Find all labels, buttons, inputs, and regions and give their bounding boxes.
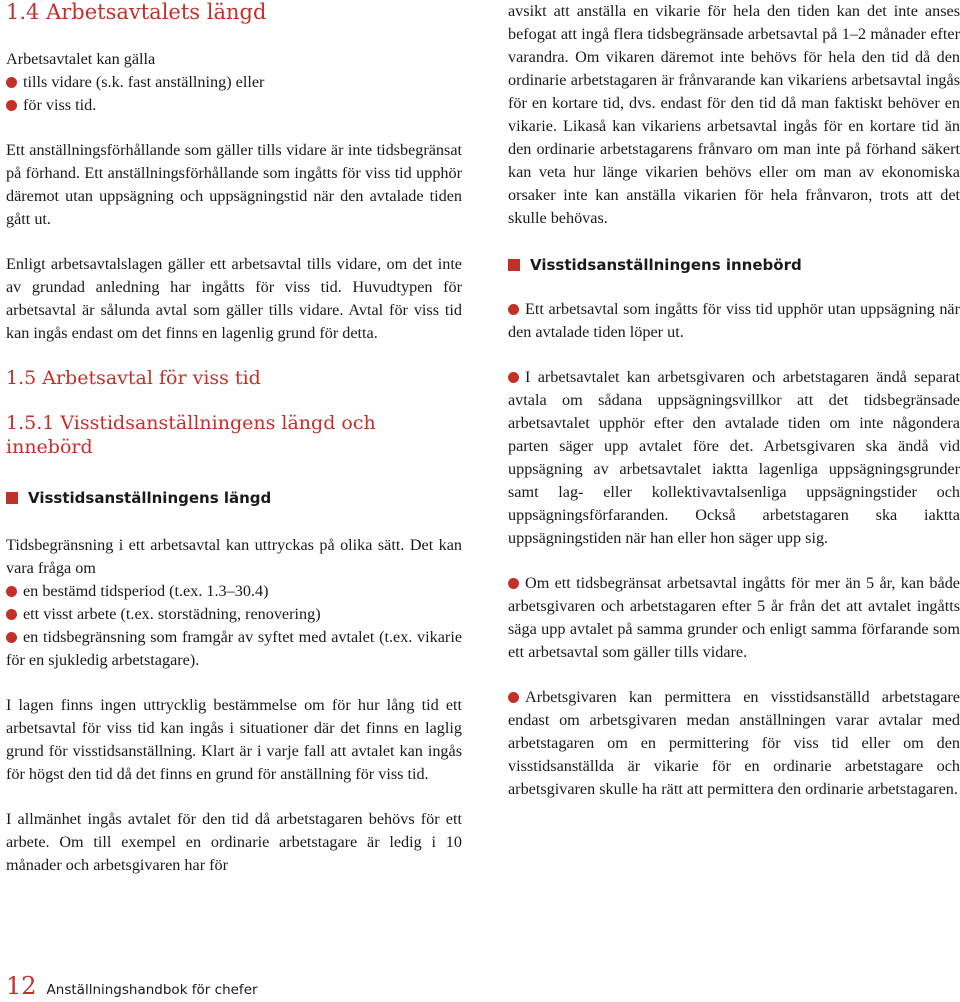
section-heading-1-5: 1.5 Arbetsavtal för viss tid	[6, 367, 261, 389]
bullet-dot-icon	[6, 632, 17, 643]
bullet-dot-icon	[6, 100, 17, 111]
subheading: Visstidsanställningens innebörd	[508, 256, 960, 274]
paragraph: I lagen finns ingen uttrycklig bestämmelse om för hur lång tid ett arbetsavtal för viss tid kan ingås i situationer där det finns en laglig grund för visstidsanställning. Klart är i varje fall att avtalet kan ingås för högst den tid då det finns en grund för anställning för viss tid.	[6, 696, 462, 783]
list-item: en bestämd tidsperiod (t.ex. 1.3–30.4)	[6, 580, 462, 603]
left-column	[6, 0, 462, 877]
bullet-paragraph: I arbetsavtalet kan arbetsgivaren och arbetstagaren ändå separat avtala om sådana uppsägningsvillkor att det tidsbegränsade arbetsavtalet upphör efter den avtalade tiden om inte någondera parten säger upp avtalet före det. Arbetsgivaren ska ändå vid uppsägning av arbetsavtalet iaktta lagenliga uppsägningsgrunder samt lag- eller kollektivavtalsenliga uppsägningstider och uppsägningsförfaranden. Också arbetstagaren ska iaktta uppsägningstiden när han eller hon säger upp sig.	[508, 368, 960, 547]
bullet-dot-icon	[6, 586, 17, 597]
paragraph: Tidsbegränsning i ett arbetsavtal kan uttryckas på olika sätt. Det kan vara fråga om	[6, 536, 462, 577]
bullet-dot-icon	[508, 304, 519, 315]
page-number: 12	[6, 972, 37, 1000]
right-column	[508, 0, 960, 801]
page-footer	[6, 972, 258, 1000]
bullet-paragraph: Om ett tidsbegränsat arbetsavtal ingåtts för mer än 5 år, kan både arbetsgivaren och arbetstagaren efter 5 år från det att avtalet ingåtts säga upp avtalet på samma grunder och enligt samma förfarande som ett arbetsavtal som gäller tills vidare.	[508, 574, 960, 661]
paragraph: Ett anställningsförhållande som gäller tills vidare är inte tidsbegränsat på förhand. Ett anställningsförhållande som ingåtts för viss tid upphör däremot utan uppsägning och uppsägningstid när den avtalade tiden gått ut.	[6, 141, 462, 228]
bullet-dot-icon	[6, 77, 17, 88]
paragraph: Enligt arbetsavtalslagen gäller ett arbetsavtal tills vidare, om det inte av grundad anledning har ingåtts för viss tid. Huvudtypen för arbetsavtal är sålunda avtal som gäller tills vidare. Avtal för viss tid kan ingås endast om det finns en lagenlig grund för detta.	[6, 255, 462, 342]
document-title: Anställningshandbok för chefer	[46, 982, 258, 998]
section-heading-1-5-1: 1.5.1 Visstidsanställningens längd och innebörd	[6, 412, 376, 458]
bullet-dot-icon	[508, 578, 519, 589]
bullet-paragraph: Arbetsgivaren kan permittera en visstidsanställd arbetstagare endast om arbetsgivaren medan anställningen varar avtalar med arbetstagaren om en permittering för viss tid eller om den visstidsanställda är vikarie för en ordinarie arbetstagare och arbetsgivaren skulle ha rätt att permittera den ordinarie arbetstagaren.	[508, 688, 960, 798]
intro-text: Arbetsavtalet kan gälla	[6, 50, 156, 68]
list-item: en tidsbegränsning som framgår av syftet med avtalet (t.ex. vikarie för en sjukledig arbetstagare).	[6, 628, 462, 669]
subheading: Visstidsanställningens längd	[6, 489, 462, 507]
bullet-dot-icon	[508, 372, 519, 383]
bullet-dot-icon	[508, 692, 519, 703]
list-item: för viss tid.	[6, 94, 462, 117]
section-heading-1-4: 1.4 Arbetsavtalets längd	[6, 0, 267, 24]
paragraph: avsikt att anställa en vikarie för hela den tiden kan det inte anses befogat att ingå flera tidsbegränsade arbetsavtal på 1–2 månader efter varandra. Om vikaren däremot inte behövs för hela den tid då den ordinarie arbetstagaren är frånvarande kan vikariens arbetsavtal ingås för en kortare tid, dvs. endast för den tid då man faktiskt behöver en vikarie. Likaså kan vikariens arbetsavtal ingås för en kortare tid än den ordinarie arbetstagarens frånvaro om man inte på förhand säkert kan veta hur länge vikarien behövs eller om man av ekonomiska orsaker inte kan anställa vikarien för hela frånvaron, trots att det skulle behövas.	[508, 2, 960, 227]
list-item: ett visst arbete (t.ex. storstädning, renovering)	[6, 603, 462, 626]
list-item: tills vidare (s.k. fast anställning) eller	[6, 71, 462, 94]
square-bullet-icon	[6, 492, 18, 504]
bullet-dot-icon	[6, 609, 17, 620]
paragraph: I allmänhet ingås avtalet för den tid då arbetstagaren behövs för ett arbete. Om till exempel en ordinarie arbetstagare är ledig i 10 månader och arbetsgivaren har för	[6, 810, 462, 874]
bullet-paragraph: Ett arbetsavtal som ingåtts för viss tid upphör utan uppsägning när den avtalade tiden löper ut.	[508, 300, 960, 341]
square-bullet-icon	[508, 259, 520, 271]
